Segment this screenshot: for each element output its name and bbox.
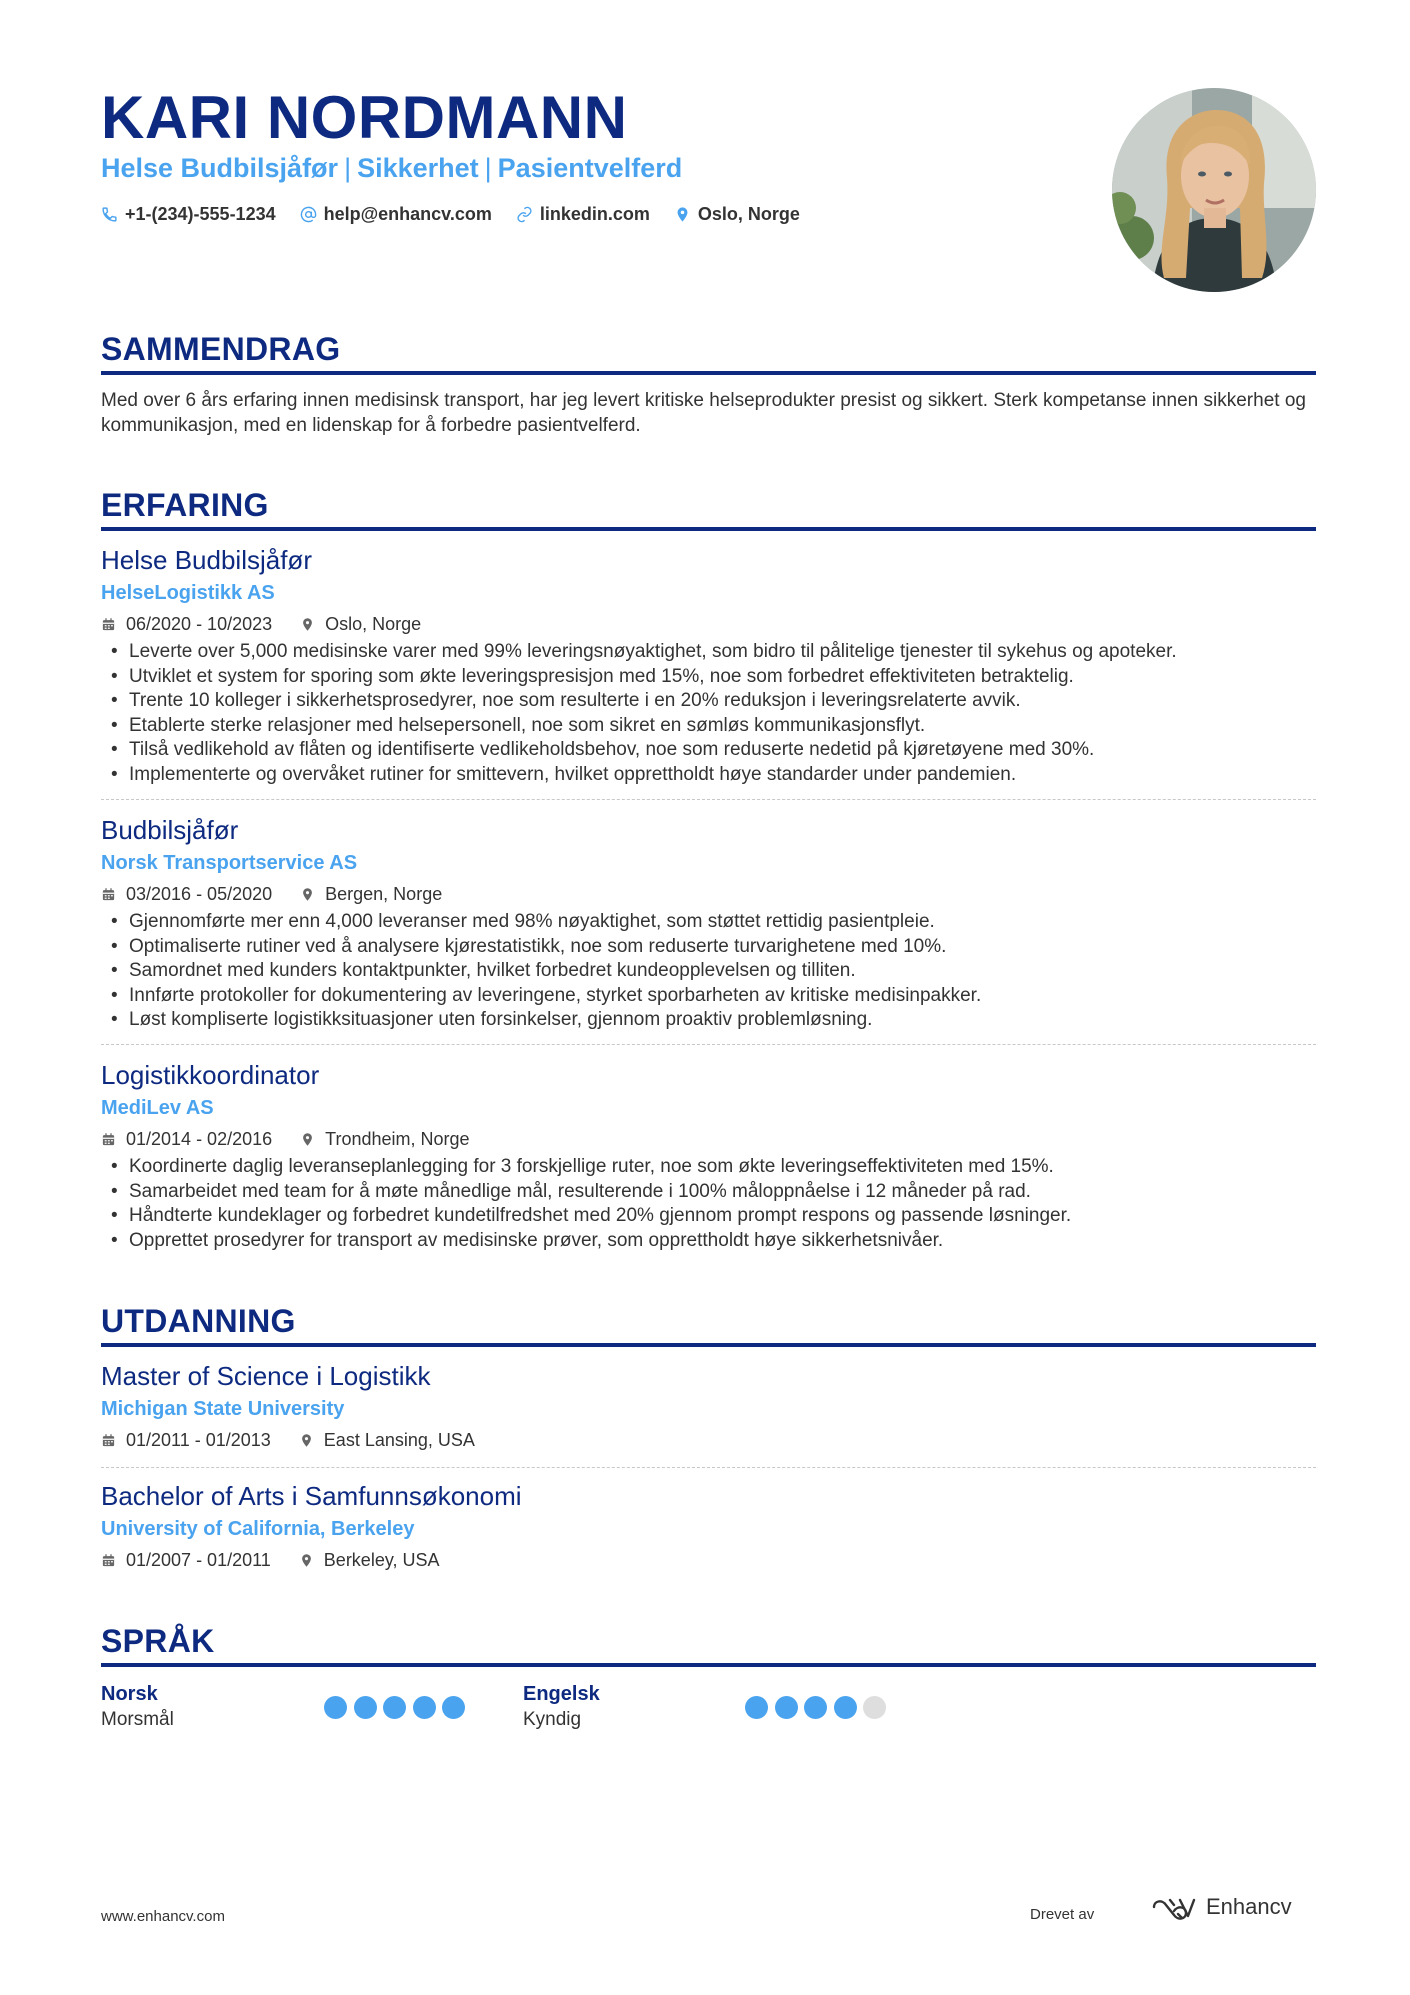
education-dates bbox=[101, 1547, 271, 1573]
job-dates bbox=[101, 881, 272, 907]
job-title: Budbilsjåfør bbox=[101, 815, 239, 845]
rating-dot-filled bbox=[745, 1696, 768, 1719]
headline bbox=[101, 150, 682, 186]
language-level: Kyndig bbox=[523, 1709, 582, 1730]
email-text: help@enhancv.com bbox=[323, 204, 492, 224]
education-location bbox=[299, 1547, 440, 1573]
achievement-item: • Samarbeidet med team for å møte månedlige mål, resulterende i 100% måloppnåelse i 12 måneder på rad. bbox=[101, 1180, 1316, 1205]
job-meta bbox=[101, 611, 1316, 637]
map-pin-icon bbox=[300, 617, 315, 632]
rating-dot-filled bbox=[804, 1696, 827, 1719]
headline-part-3: Pasientvelferd bbox=[497, 153, 683, 183]
achievement-item: • Håndterte kundeklager og forbedret kundetilfredshet med 20% gjennom prompt respons og passende løsninger. bbox=[101, 1204, 1316, 1229]
location-text: Oslo, Norge bbox=[325, 614, 422, 634]
rating-dot-filled bbox=[383, 1696, 406, 1719]
summary-text: Med over 6 års erfaring innen medisinsk transport, har jeg levert kritiske helseprodukter presist og sikkert. Sterk kompetanse innen sikkerhet og kommunikasjon, med en lidenskap for å forbedre pasientvelferd. bbox=[101, 390, 1306, 436]
school-name: Michigan State University bbox=[101, 1398, 345, 1420]
phone-text: +1-(234)-555-1234 bbox=[125, 204, 276, 224]
achievement-list bbox=[101, 910, 1316, 1033]
achievement-item: • Gjennomførte mer enn 4,000 leveranser med 98% nøyaktighet, som støttet rettidig pasientpleie. bbox=[101, 910, 1316, 935]
link-icon bbox=[516, 206, 533, 223]
rating-dot-empty bbox=[863, 1696, 886, 1719]
experience-entry bbox=[101, 1058, 1316, 1253]
calendar-icon bbox=[101, 887, 116, 902]
contact-phone[interactable] bbox=[101, 204, 276, 225]
language-name: Engelsk bbox=[523, 1683, 600, 1705]
achievement-list bbox=[101, 1155, 1316, 1253]
section-divider bbox=[101, 371, 1316, 375]
achievement-item: • Optimaliserte rutiner ved å analysere kjørestatistikk, noe som reduserte turvarighetene med 10%. bbox=[101, 935, 1316, 960]
calendar-icon bbox=[101, 1132, 116, 1147]
dates-text: 06/2020 - 10/2023 bbox=[126, 614, 273, 634]
contact-location bbox=[674, 204, 800, 225]
achievement-item: • Utviklet et system for sporing som økte leveringspresisjon med 15%, noe som forbedret effektiviteten betraktelig. bbox=[101, 665, 1316, 690]
achievement-item: • Leverte over 5,000 medisinske varer med 99% leveringsnøyaktighet, som bidro til pålitelige tjenester til sykehus og apoteker. bbox=[101, 640, 1316, 665]
education-meta bbox=[101, 1427, 1316, 1453]
location-text: East Lansing, USA bbox=[323, 1430, 475, 1450]
entry-divider bbox=[101, 1467, 1316, 1468]
company-name: HelseLogistikk AS bbox=[101, 582, 275, 604]
location-text: Oslo, Norge bbox=[697, 204, 800, 224]
company-name: MediLev AS bbox=[101, 1097, 214, 1119]
map-pin-icon bbox=[674, 206, 691, 223]
profile-photo bbox=[1112, 88, 1316, 292]
location-text: Trondheim, Norge bbox=[325, 1129, 470, 1149]
calendar-icon bbox=[101, 1433, 116, 1448]
job-meta bbox=[101, 1126, 1316, 1152]
achievement-item: • Samordnet med kunders kontaktpunkter, hvilket forbedret kundeopplevelsen og tilliten. bbox=[101, 959, 1316, 984]
education-location bbox=[299, 1427, 475, 1453]
headline-separator: | bbox=[344, 153, 352, 183]
dates-text: 03/2016 - 05/2020 bbox=[126, 884, 273, 904]
education-entry bbox=[101, 1479, 1316, 1573]
school-name: University of California, Berkeley bbox=[101, 1518, 415, 1540]
rating-dot-filled bbox=[413, 1696, 436, 1719]
headline-part-2: Sikkerhet bbox=[357, 153, 479, 183]
language-name: Norsk bbox=[101, 1683, 158, 1705]
section-title-experience: ERFARING bbox=[101, 487, 269, 523]
language-rating bbox=[324, 1696, 472, 1719]
footer-powered-by: Drevet av bbox=[1030, 1906, 1095, 1923]
phone-icon bbox=[101, 206, 118, 223]
language-item bbox=[523, 1681, 600, 1733]
job-location bbox=[300, 881, 442, 907]
rating-dot-filled bbox=[354, 1696, 377, 1719]
section-divider bbox=[101, 1663, 1316, 1667]
job-title: Logistikkoordinator bbox=[101, 1060, 320, 1090]
candidate-name: KARI NORDMANN bbox=[101, 84, 628, 151]
rating-dot-filled bbox=[775, 1696, 798, 1719]
section-title-summary: SAMMENDRAG bbox=[101, 331, 341, 367]
section-title-languages: SPRÅK bbox=[101, 1623, 215, 1659]
degree-title: Master of Science i Logistikk bbox=[101, 1361, 431, 1391]
dates-text: 01/2011 - 01/2013 bbox=[126, 1430, 271, 1450]
dates-text: 01/2014 - 02/2016 bbox=[126, 1129, 273, 1149]
brand-name: Enhancv bbox=[1206, 1894, 1292, 1919]
enhancv-logo[interactable] bbox=[1150, 1894, 1292, 1920]
map-pin-icon bbox=[300, 1132, 315, 1147]
achievement-item: • Etablerte sterke relasjoner med helsepersonell, noe som sikret en sømløs kommunikasjonsflyt. bbox=[101, 714, 1316, 739]
rating-dot-filled bbox=[442, 1696, 465, 1719]
enhancv-logo-icon bbox=[1150, 1894, 1198, 1920]
section-divider bbox=[101, 1343, 1316, 1347]
job-meta bbox=[101, 881, 1316, 907]
education-dates bbox=[101, 1427, 271, 1453]
experience-entry bbox=[101, 813, 1316, 1033]
map-pin-icon bbox=[299, 1553, 314, 1568]
linkedin-text: linkedin.com bbox=[539, 204, 650, 224]
job-location bbox=[300, 1126, 469, 1152]
achievement-item: • Implementerte og overvåket rutiner for smittevern, hvilket opprettholdt høye standarder under pandemien. bbox=[101, 763, 1316, 788]
company-name: Norsk Transportservice AS bbox=[101, 852, 358, 874]
entry-divider bbox=[101, 1044, 1316, 1045]
section-title-education: UTDANNING bbox=[101, 1303, 296, 1339]
rating-dot-filled bbox=[324, 1696, 347, 1719]
job-dates bbox=[101, 611, 272, 637]
language-rating bbox=[745, 1696, 893, 1719]
language-level: Morsmål bbox=[101, 1709, 174, 1730]
headline-separator: | bbox=[484, 153, 492, 183]
contact-bar bbox=[101, 204, 824, 225]
achievement-item: • Løst kompliserte logistikksituasjoner uten forsinkelser, gjennom proaktiv problemløsning. bbox=[101, 1008, 1316, 1033]
degree-title: Bachelor of Arts i Samfunnsøkonomi bbox=[101, 1481, 522, 1511]
achievement-list bbox=[101, 640, 1316, 787]
map-pin-icon bbox=[300, 887, 315, 902]
job-location bbox=[300, 611, 421, 637]
contact-linkedin[interactable] bbox=[516, 204, 650, 225]
achievement-item: • Opprettet prosedyrer for transport av medisinske prøver, som opprettholdt høye sikkerhetsnivåer. bbox=[101, 1229, 1316, 1254]
achievement-item: • Tilså vedlikehold av flåten og identifiserte vedlikeholdsbehov, noe som reduserte nedetid på kjøretøyene med 30%. bbox=[101, 738, 1316, 763]
headline-part-1: Helse Budbilsjåfør bbox=[101, 153, 339, 183]
experience-entry bbox=[101, 543, 1316, 787]
map-pin-icon bbox=[299, 1433, 314, 1448]
location-text: Bergen, Norge bbox=[325, 884, 443, 904]
dates-text: 01/2007 - 01/2011 bbox=[126, 1550, 271, 1570]
language-item bbox=[101, 1681, 174, 1733]
education-entry bbox=[101, 1359, 1316, 1453]
location-text: Berkeley, USA bbox=[323, 1550, 440, 1570]
achievement-item: • Koordinerte daglig leveranseplanlegging for 3 forskjellige ruter, noe som økte leveringseffektiviteten med 15%. bbox=[101, 1155, 1316, 1180]
job-title: Helse Budbilsjåfør bbox=[101, 545, 312, 575]
entry-divider bbox=[101, 799, 1316, 800]
footer-url[interactable]: www.enhancv.com bbox=[101, 1908, 225, 1925]
achievement-item: • Trente 10 kolleger i sikkerhetsprosedyrer, noe som resulterte i en 20% reduksjon i leveringsrelaterte avvik. bbox=[101, 689, 1316, 714]
calendar-icon bbox=[101, 1553, 116, 1568]
achievement-item: • Innførte protokoller for dokumentering av leveringene, styrket sporbarheten av kritiske medisinpakker. bbox=[101, 984, 1316, 1009]
portrait-illustration bbox=[1112, 88, 1316, 292]
job-dates bbox=[101, 1126, 272, 1152]
contact-email[interactable] bbox=[300, 204, 492, 225]
section-divider bbox=[101, 527, 1316, 531]
at-icon bbox=[300, 206, 317, 223]
education-meta bbox=[101, 1547, 1316, 1573]
rating-dot-filled bbox=[834, 1696, 857, 1719]
calendar-icon bbox=[101, 617, 116, 632]
